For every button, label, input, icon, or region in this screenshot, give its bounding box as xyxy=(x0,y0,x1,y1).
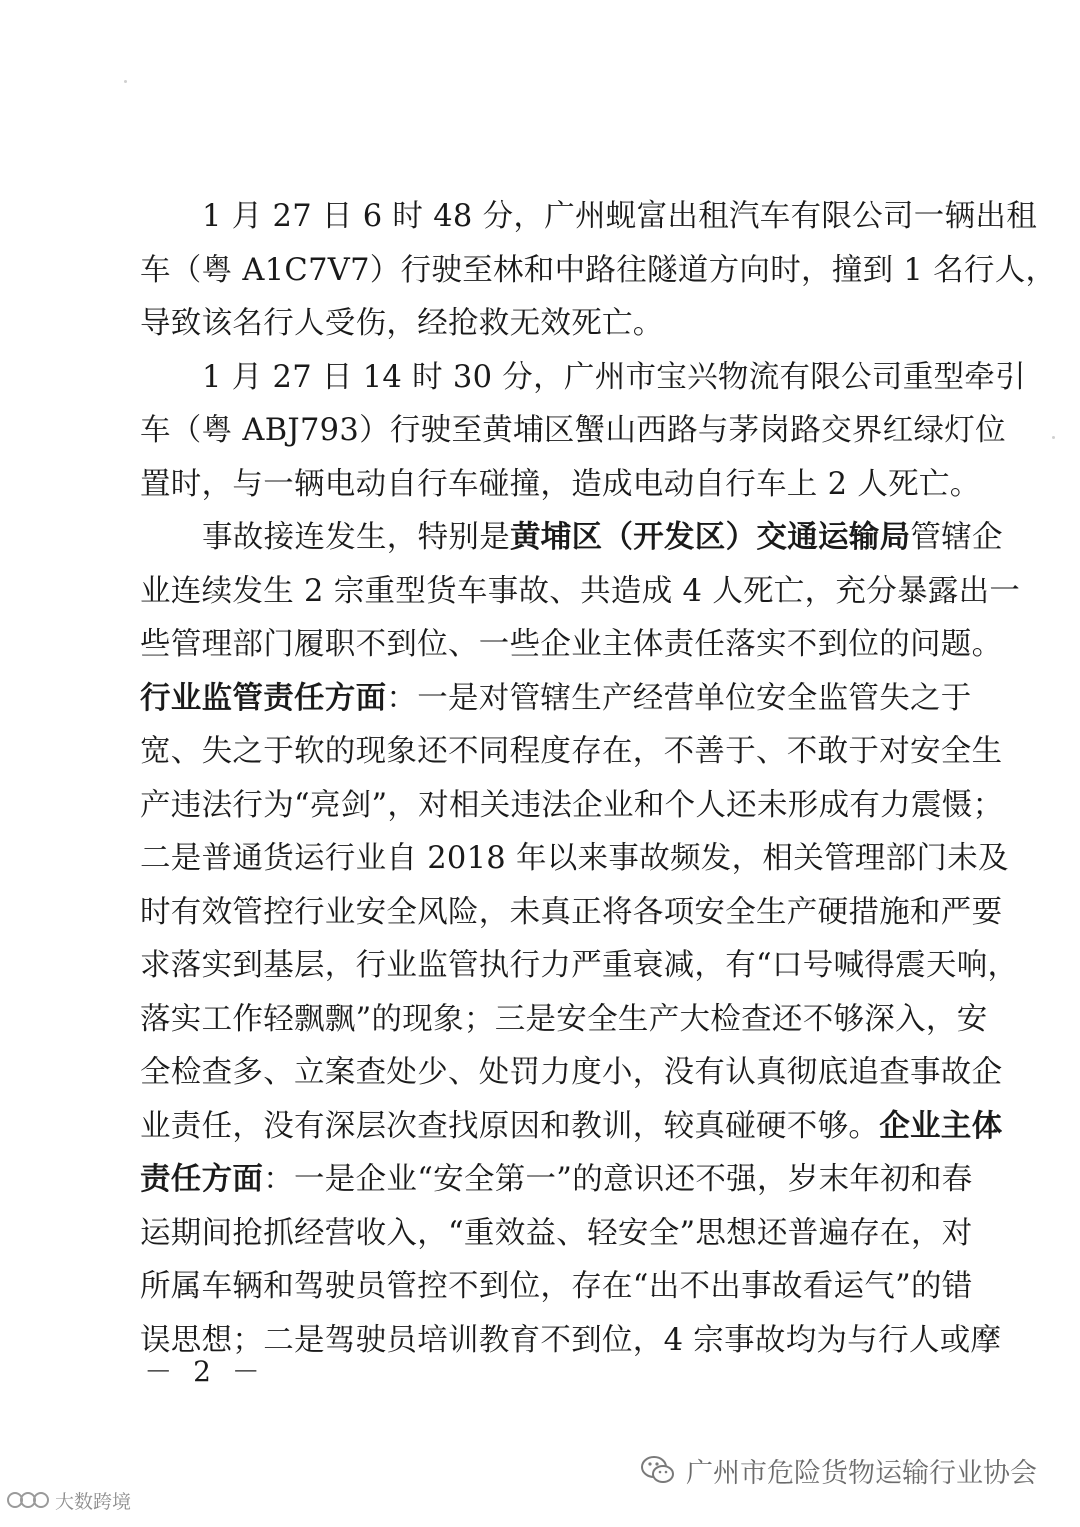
brand-watermark xyxy=(6,1486,131,1514)
scan-speck xyxy=(124,80,127,83)
bold-agency-name: 黄埔区（开发区）交通运输局 xyxy=(510,519,911,555)
text-line xyxy=(140,1100,1003,1154)
text-segment: ：一是企业“安全第一”的意识还不强，岁末年初和春 xyxy=(263,1162,973,1197)
scan-speck xyxy=(1052,436,1055,439)
text-line: 车（粤 A1C7V7）行驶至林和中路往隧道方向时，撞到 1 名行人， xyxy=(140,252,1057,288)
wechat-icon xyxy=(640,1455,676,1485)
text-line: 落实工作轻飘飘”的现象；三是安全生产大检查还不够深入，安 xyxy=(140,1001,988,1037)
section-heading-industry: 行业监管责任方面 xyxy=(140,679,387,716)
brand-logo-icon xyxy=(6,1489,50,1511)
text-line: 运期间抢抓经营收入，“重效益、轻安全”思想还普遍存在，对 xyxy=(140,1215,973,1251)
text-line: 业连续发生 2 宗重型货车事故、共造成 4 人死亡，充分暴露出一 xyxy=(140,573,1021,609)
text-line: 置时，与一辆电动自行车碰撞，造成电动自行车上 2 人死亡。 xyxy=(140,466,981,502)
text-line: 二是普通货运行业自 2018 年以来事故频发，相关管理部门未及 xyxy=(140,841,1009,876)
text-segment: 事故接连发生，特别是 xyxy=(202,520,510,555)
text-line: 全检查多、立案查处少、处罚力度小，没有认真彻底追查事故企 xyxy=(140,1055,1003,1090)
document-body xyxy=(140,190,1057,1367)
watermark-text: 大数跨境 xyxy=(55,1490,132,1513)
text-line: 导致该名行人受伤，经抢救无效死亡。 xyxy=(140,306,664,341)
text-line: 求落实到基层，行业监管执行力严重衰减，有“口号喊得震天响， xyxy=(140,948,1019,983)
text-line: 误思想；二是驾驶员培训教育不到位，4 宗事故均为与行人或摩 xyxy=(140,1322,1002,1358)
text-segment: 业责任，没有深层次查找原因和教训，较真碰硬不够。 xyxy=(140,1108,880,1144)
text-line xyxy=(140,672,972,726)
text-line xyxy=(140,1153,973,1207)
text-line: 1 月 27 日 14 时 30 分，广州市宝兴物流有限公司重型牵引 xyxy=(202,359,1026,395)
text-line: 车（粤 ABJ793）行驶至黄埔区蟹山西路与茅岗路交界红绿灯位 xyxy=(140,413,1006,448)
text-line xyxy=(140,511,1003,565)
text-line: 些管理部门履职不到位、一些企业主体责任落实不到位的问题。 xyxy=(140,627,1003,662)
text-line: 产违法行为“亮剑”，对相关违法企业和个人还未形成有力震慑； xyxy=(140,787,1004,823)
watermark-text: 广州市危险货物运输行业协会 xyxy=(686,1457,1037,1489)
source-watermark xyxy=(640,1450,1037,1490)
text-segment: ：一是对管辖生产经营单位安全监管失之于 xyxy=(386,680,972,716)
page-number: － 2 － xyxy=(144,1355,266,1388)
section-heading-enterprise: 企业主体 xyxy=(879,1107,1003,1144)
text-line: 宽、失之于软的现象还不同程度存在，不善于、不敢于对安全生 xyxy=(140,734,1003,769)
section-heading-enterprise-cont: 责任方面 xyxy=(140,1161,264,1197)
text-line: 时有效管控行业安全风险，未真正将各项安全生产硬措施和严要 xyxy=(140,894,1003,930)
text-segment: 管辖企 xyxy=(910,520,1003,555)
text-line: 所属车辆和驾驶员管控不到位，存在“出不出事故看运气”的错 xyxy=(140,1269,973,1304)
text-line: 1 月 27 日 6 时 48 分，广州蚬富出租汽车有限公司一辆出租 xyxy=(202,199,1037,234)
